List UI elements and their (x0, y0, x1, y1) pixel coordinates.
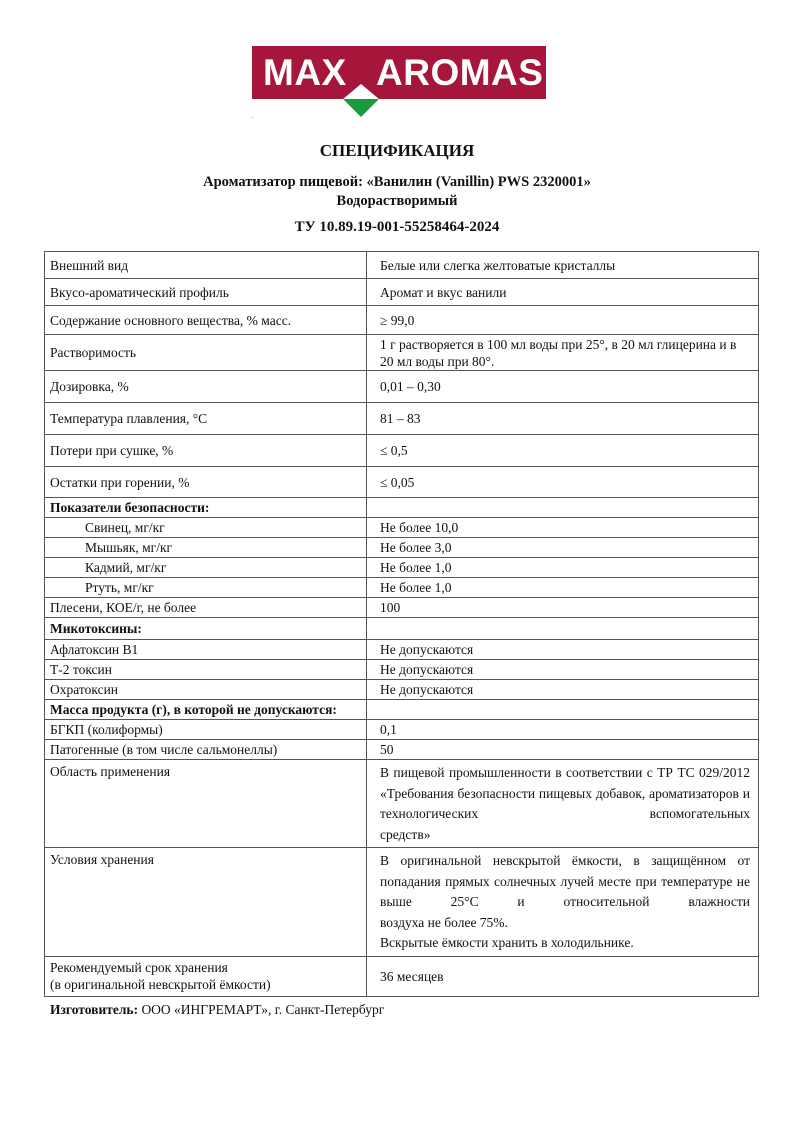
row-label: Кадмий, мг/кг (45, 558, 367, 578)
logo-diamond-bottom-icon (343, 99, 379, 117)
application-text-last: средств» (380, 826, 431, 842)
section-header-row (45, 498, 759, 518)
row-value: ≤ 0,5 (367, 435, 759, 467)
row-value: 50 (367, 740, 759, 760)
table-row (45, 640, 759, 660)
row-value: Аромат и вкус ванили (367, 279, 759, 306)
table-row (45, 279, 759, 306)
row-label: Остатки при горении, % (45, 467, 367, 498)
row-label: Потери при сушке, % (45, 435, 367, 467)
row-value: 1 г растворяется в 100 мл воды при 25°, в 20 мл глицерина и в 20 мл воды при 80°. (367, 335, 759, 371)
row-label: Содержание основного вещества, % масс. (45, 306, 367, 335)
row-label: Растворимость (45, 335, 367, 371)
storage-text: В оригинальной невскрытой ёмкости, в защищённом от попадания прямых солнечных лучей месте при температуре не выше 25°С и относительной влажности (380, 853, 750, 909)
row-label: Патогенные (в том числе сальмонеллы) (45, 740, 367, 760)
table-row (45, 371, 759, 403)
table-row (45, 252, 759, 279)
table-row (45, 740, 759, 760)
table-row (45, 467, 759, 498)
row-label: Т-2 токсин (45, 660, 367, 680)
row-value: Не более 3,0 (367, 538, 759, 558)
row-label: Охратоксин (45, 680, 367, 700)
storage-text-humidity: воздуха не более 75%. (380, 914, 508, 930)
section-header-row (45, 700, 759, 720)
row-value: 0,1 (367, 720, 759, 740)
logo-diamond-top-icon (343, 84, 379, 99)
row-value: 100 (367, 598, 759, 618)
row-value: Не более 1,0 (367, 578, 759, 598)
row-value: 36 месяцев (367, 956, 759, 996)
row-value: Не допускаются (367, 660, 759, 680)
row-label: Вкусо-ароматический профиль (45, 279, 367, 306)
product-name-line1: Ароматизатор пищевой: «Ванилин (Vanillin) PWS 2320001» (203, 174, 591, 190)
manufacturer-line (50, 1001, 384, 1019)
row-value: 81 – 83 (367, 403, 759, 435)
row-value: Белые или слегка желтоватые кристаллы (367, 252, 759, 279)
table-row (45, 335, 759, 371)
table-row (45, 538, 759, 558)
document-title: СПЕЦИФИКАЦИЯ (319, 141, 475, 160)
table-row (45, 578, 759, 598)
row-label: Температура плавления, °С (45, 403, 367, 435)
product-name-line2: Водорастворимый (336, 193, 458, 209)
row-label: Внешний вид (45, 252, 367, 279)
row-label: Мышьяк, мг/кг (45, 538, 367, 558)
row-label: Плесени, КОЕ/г, не более (45, 598, 367, 618)
row-value: ≥ 99,0 (367, 306, 759, 335)
section-header-safety: Показатели безопасности: (45, 498, 367, 518)
row-value: 0,01 – 0,30 (367, 371, 759, 403)
manufacturer-value: ООО «ИНГРЕМАРТ», г. Санкт-Петербург (138, 1002, 385, 1017)
row-label: Свинец, мг/кг (45, 518, 367, 538)
table-row (45, 956, 759, 996)
row-value: Не более 1,0 (367, 558, 759, 578)
specification-table (44, 251, 759, 997)
logo-word-max: MAX (263, 52, 347, 93)
empty-cell (367, 618, 759, 640)
table-row (45, 680, 759, 700)
row-label: БГКП (колиформы) (45, 720, 367, 740)
manufacturer-label: Изготовитель: (50, 1002, 139, 1017)
shelf-life-label-line1: Рекомендуемый срок хранения (50, 960, 228, 975)
table-row (45, 660, 759, 680)
stray-dot (252, 117, 253, 118)
table-row (45, 848, 759, 957)
row-label: Условия хранения (45, 848, 367, 957)
row-value: ≤ 0,05 (367, 467, 759, 498)
empty-cell (367, 700, 759, 720)
empty-cell (367, 498, 759, 518)
logo-word-aromas: AROMAS (376, 52, 544, 93)
table-row (45, 720, 759, 740)
row-label: Область применения (45, 760, 367, 848)
technical-conditions-code: ТУ 10.89.19-001-55258464-2024 (294, 219, 500, 235)
row-value (367, 760, 759, 848)
table-row (45, 306, 759, 335)
table-row (45, 518, 759, 538)
table-row (45, 598, 759, 618)
row-label: Ртуть, мг/кг (45, 578, 367, 598)
section-header-mycotoxins: Микотоксины: (45, 618, 367, 640)
table-row (45, 760, 759, 848)
section-header-row (45, 618, 759, 640)
row-value: Не более 10,0 (367, 518, 759, 538)
table-row (45, 435, 759, 467)
table-row (45, 403, 759, 435)
row-label: Афлатоксин В1 (45, 640, 367, 660)
brand-logo (252, 46, 546, 99)
row-value (367, 848, 759, 957)
row-value: Не допускаются (367, 680, 759, 700)
product-name (0, 173, 794, 211)
row-value: Не допускаются (367, 640, 759, 660)
storage-text-opened: Вскрытые ёмкости хранить в холодильнике. (380, 935, 634, 950)
table-row (45, 558, 759, 578)
section-header-mass: Масса продукта (г), в которой не допускаются: (45, 700, 367, 720)
row-label (45, 956, 367, 996)
row-label: Дозировка, % (45, 371, 367, 403)
shelf-life-label-line2: (в оригинальной невскрытой ёмкости) (50, 977, 271, 992)
application-text: В пищевой промышленности в соответствии с ТР ТС 029/2012 «Требования безопасности пищевых добавок, ароматизаторов и технологических вспомогательных (380, 765, 750, 821)
